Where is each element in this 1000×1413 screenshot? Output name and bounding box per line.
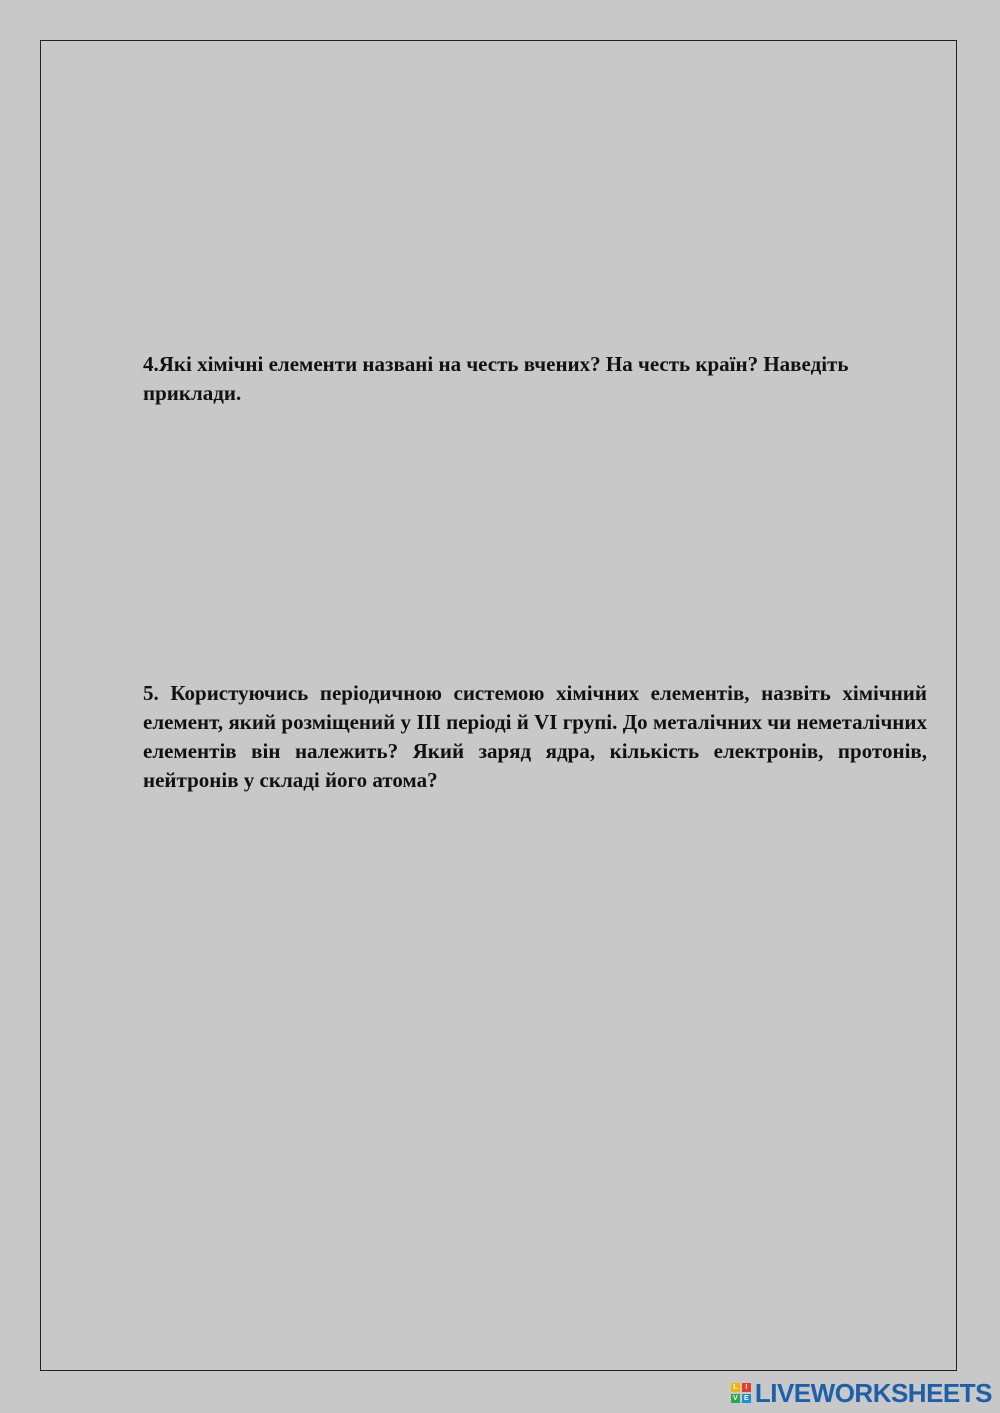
liveworksheets-logo[interactable] [731, 1378, 992, 1408]
question-4: 4.Які хімічні елементи названі на честь вчених? На честь країн? Наведіть приклади. [143, 352, 849, 405]
logo-mark-letter: L [731, 1383, 740, 1392]
question-5: 5. Користуючись періодичною системою хімічних елементів, назвіть хімічний елемент, який розміщений у ІІІ періоді й VI групі. До металічних чи неметалічних елементів він належить? Який заряд ядра, кількість електронів, протонів, нейтронів у складі його атома? [143, 681, 927, 792]
logo-mark-letter: I [742, 1383, 751, 1392]
logo-mark-letter: V [731, 1394, 740, 1403]
logo-text: LIVEWORKSHEETS [754, 1378, 992, 1408]
logo-mark-icon [731, 1383, 751, 1403]
logo-mark-letter: E [742, 1394, 751, 1403]
